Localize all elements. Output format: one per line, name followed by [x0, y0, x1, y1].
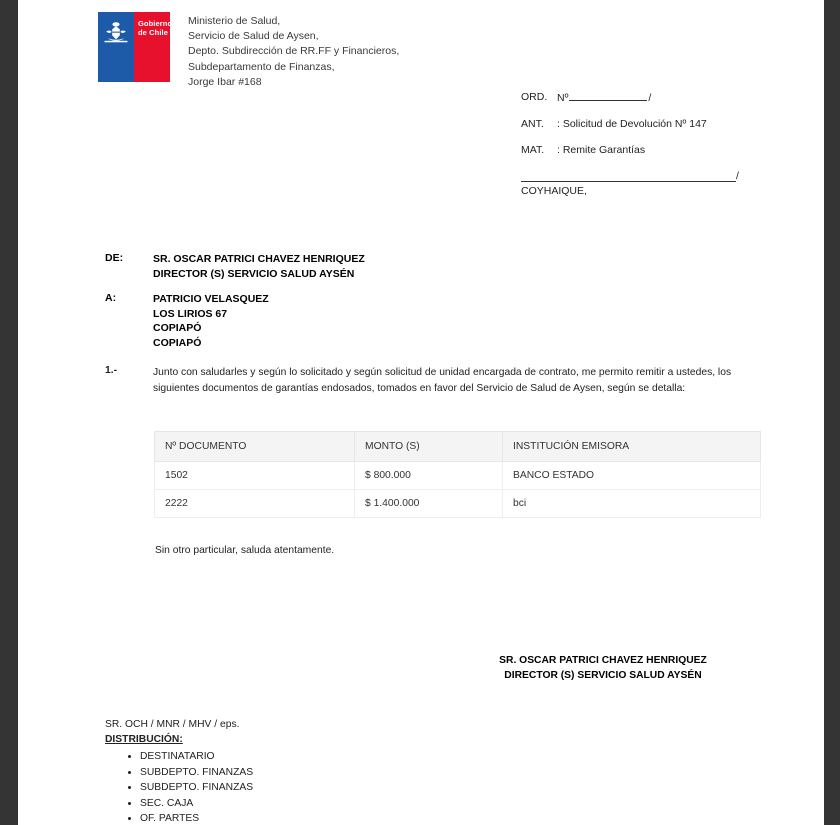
ord-number-blank — [569, 91, 647, 101]
ord-number-prefix: Nº — [557, 92, 569, 104]
distribution-list — [105, 749, 253, 825]
cell-documento: 2222 — [155, 490, 355, 518]
recipient-region: COPIAPÓ — [153, 336, 202, 349]
reference-row-mat — [521, 144, 781, 156]
letterhead-line-2: Servicio de Salud de Aysen, — [188, 30, 319, 43]
letterhead-line-5: Jorge Ibar #168 — [188, 75, 262, 88]
paragraph-number: 1.- — [105, 365, 118, 376]
cell-documento: 1502 — [155, 462, 355, 490]
document-page — [18, 0, 824, 825]
table-row — [155, 490, 761, 518]
sender-title: DIRECTOR (S) SERVICIO SALUD AYSÉN — [153, 267, 355, 280]
letterhead — [98, 12, 399, 90]
cell-monto: $ 800.000 — [355, 462, 503, 490]
column-header-institucion: INSTITUCIÓN EMISORA — [503, 432, 761, 462]
ord-suffix: / — [648, 92, 652, 104]
signature-name: SR. OSCAR PATRICI CHAVEZ HENRIQUEZ — [499, 655, 707, 666]
date-suffix: / — [736, 170, 739, 182]
table-row — [155, 462, 761, 490]
logo-brand-line-2: de Chile — [138, 27, 168, 37]
letterhead-line-1: Ministerio de Salud, — [188, 15, 281, 27]
recipient-block — [105, 292, 269, 350]
mat-label: MAT. — [521, 144, 545, 156]
letterhead-line-3: Depto. Subdirección de RR.FF y Financieros, — [188, 45, 400, 58]
logo-brand-text — [138, 20, 172, 37]
date-rule-row — [521, 170, 781, 182]
recipient-city: COPIAPÓ — [153, 322, 202, 335]
reference-block — [521, 91, 781, 197]
distribution-block — [105, 717, 253, 825]
guarantees-table — [154, 431, 761, 518]
ant-label: ANT. — [521, 118, 544, 130]
ant-value: : Solicitud de Devolución Nº 147 — [557, 118, 707, 130]
recipient-name: PATRICIO VELASQUEZ — [153, 293, 269, 305]
column-header-monto: MONTO (S) — [355, 432, 503, 462]
sender-name: SR. OSCAR PATRICI CHAVEZ HENRIQUEZ — [153, 253, 365, 265]
paragraph-text: Junto con saludarles y según lo solicitado y según solicitud de unidad encargada de contrato, me permito remitir a ustedes, los siguientes documentos de garantías endosados, tomados en favor del Servicio de Salud de Aysen, según se detalla: — [153, 367, 732, 394]
reference-row-ord — [521, 91, 781, 104]
distribution-title: DISTRIBUCIÓN: — [105, 734, 183, 745]
recipient-tag: A: — [105, 292, 117, 304]
distribution-initials: SR. OCH / MNR / MHV / eps. — [105, 719, 240, 730]
table-header-row — [155, 432, 761, 462]
sender-tag: DE: — [105, 252, 124, 264]
recipient-lines — [153, 292, 269, 350]
city-line: COYHAIQUE, — [521, 185, 587, 197]
signature-block — [458, 653, 748, 683]
sender-lines — [153, 252, 365, 281]
list-item: • OF. PARTES — [140, 811, 253, 825]
recipient-street: LOS LIRIOS 67 — [153, 307, 228, 320]
letterhead-address — [188, 12, 399, 90]
coat-of-arms-icon — [103, 19, 129, 45]
ord-value — [557, 91, 651, 104]
reference-row-ant — [521, 118, 781, 130]
closing-text: Sin otro particular, saluda atentamente. — [155, 545, 335, 556]
sender-block — [105, 252, 365, 281]
cell-monto: $ 1.400.000 — [355, 490, 503, 518]
signature-title: DIRECTOR (S) SERVICIO SALUD AYSÉN — [504, 670, 702, 681]
list-item: • SUBDEPTO. FINANZAS — [140, 780, 253, 796]
body-paragraph — [105, 365, 760, 396]
cell-institucion: BANCO ESTADO — [503, 462, 761, 490]
letterhead-line-4: Subdepartamento de Finanzas, — [188, 60, 335, 73]
logo-brand-line-1: Gobierno — [138, 19, 173, 28]
ord-label: ORD. — [521, 91, 548, 103]
cell-institucion: bci — [503, 490, 761, 518]
date-blank-rule — [521, 171, 736, 182]
logo-red-panel — [134, 12, 173, 82]
list-item: • DESTINATARIO — [140, 749, 253, 765]
mat-value: : Remite Garantías — [557, 144, 646, 156]
gobierno-de-chile-logo — [98, 12, 173, 82]
logo-blue-panel — [98, 12, 134, 82]
column-header-documento: Nº DOCUMENTO — [155, 432, 355, 462]
list-item: • SUBDEPTO. FINANZAS — [140, 765, 253, 781]
list-item: • SEC. CAJA — [140, 796, 253, 812]
